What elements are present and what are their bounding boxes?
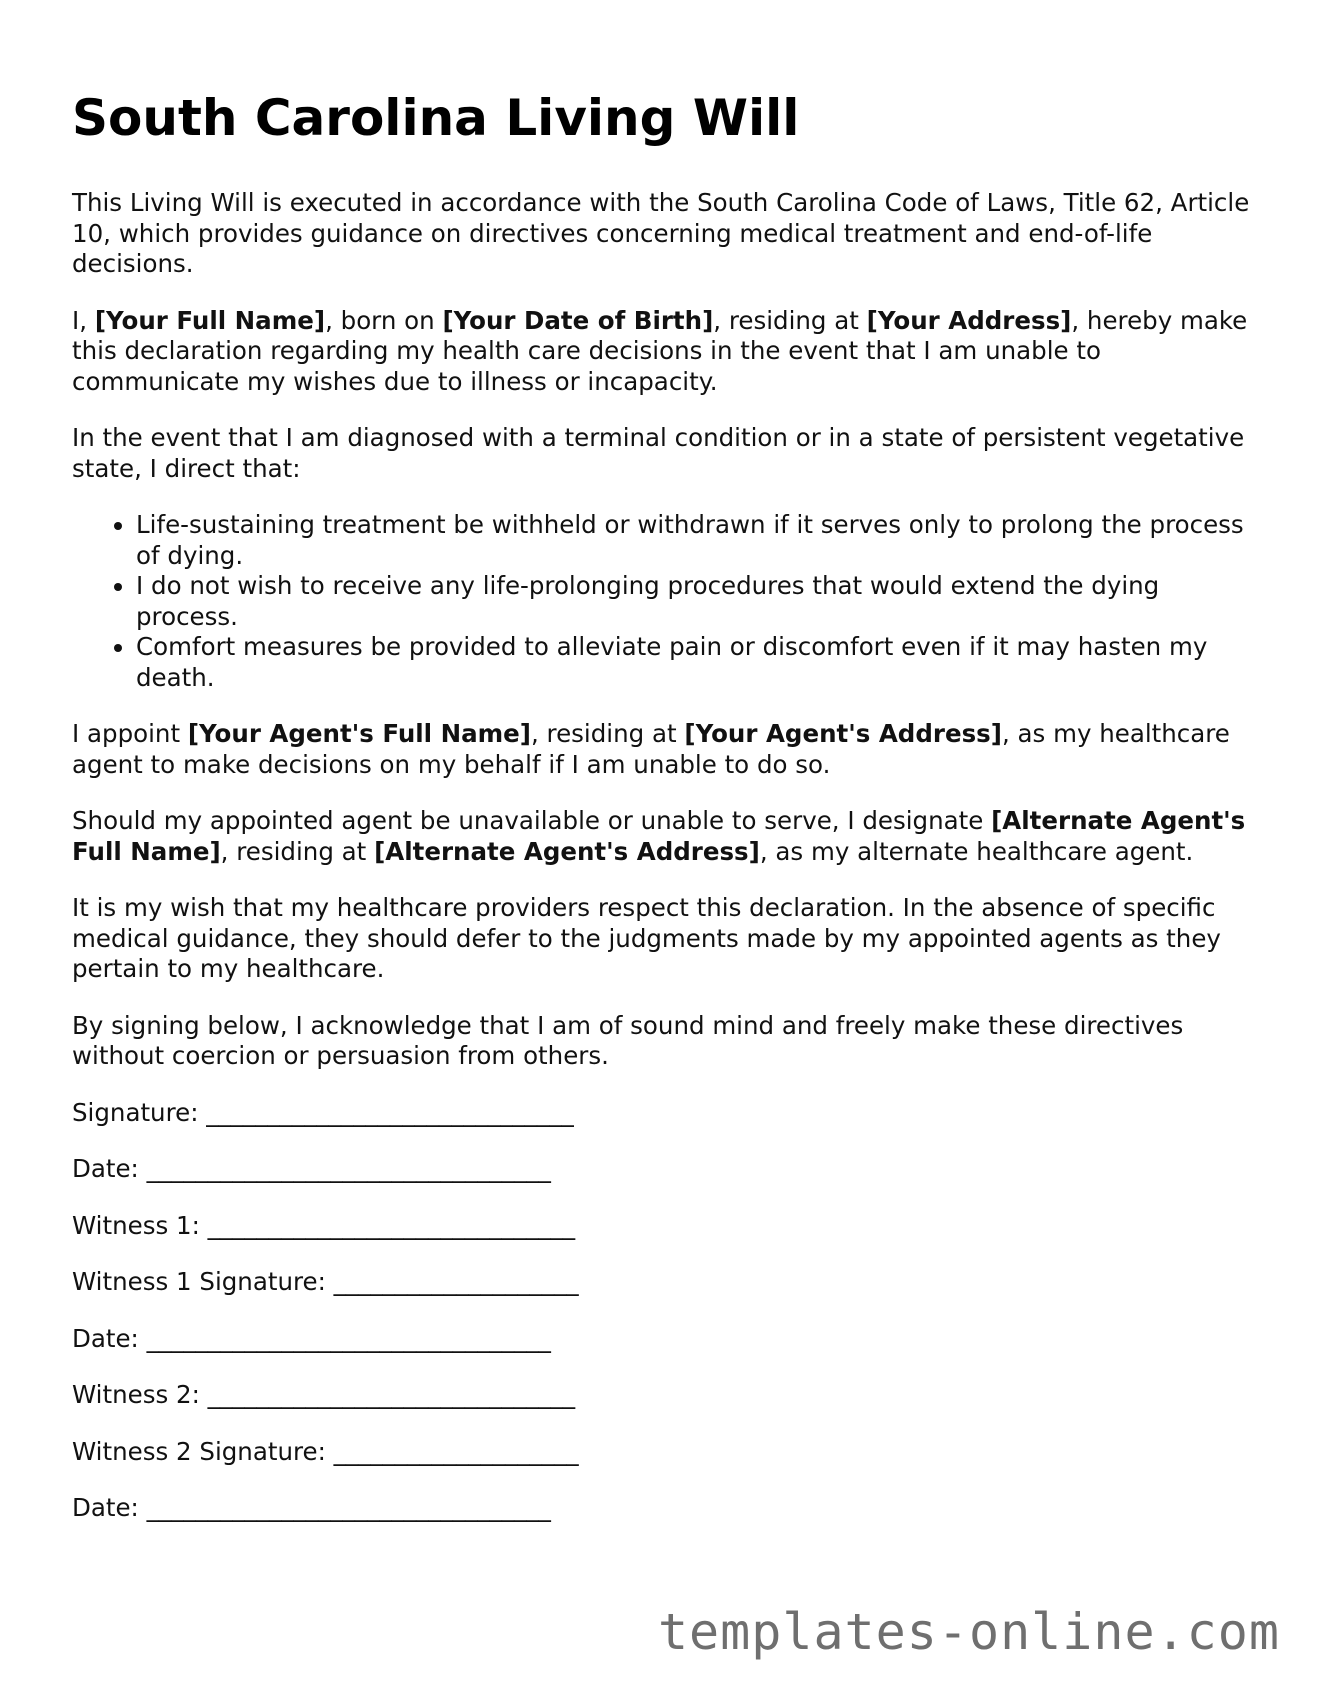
document-title: South Carolina Living Will [72,89,800,147]
address-placeholder: [Your Address] [866,305,1072,335]
agent-address-placeholder: [Your Agent's Address] [684,719,1002,748]
list-item: • I do not wish to receive any life-prolonging procedures that would extend the dying process. [136,571,1252,632]
witness-2-signature-line[interactable]: Witness 2 Signature: ____________________ [72,1436,579,1466]
agent-paragraph [72,719,1252,780]
alternate-residing-text: , residing at [220,836,375,866]
witness-1-date-line[interactable]: Date: _________________________________ [72,1323,551,1353]
alternate-agent-paragraph [72,806,1252,867]
witness-2-date-line[interactable]: Date: _________________________________ [72,1493,551,1522]
alternate-suffix: , as my alternate healthcare agent. [759,836,1194,866]
alternate-address-placeholder: [Alternate Agent's Address] [374,836,760,866]
directives-list [72,510,1252,693]
footer-watermark: templates-online.com [657,1603,1280,1661]
born-text: , born on [325,305,443,335]
agent-residing-text: , residing at [530,719,685,748]
agent-suffix: , as my healthcare agent to make decisions on my behalf if I am unable to do so. [72,719,1230,779]
list-item: • Comfort measures be provided to alleviate pain or discomfort even if it may hasten my death. [136,632,1252,693]
intro-paragraph: This Living Will is executed in accordance with the South Carolina Code of Laws, Title 62, Article 10, which provides guidance on directives concerning medical treatment and end-of-life decisions. [72,188,1250,278]
agent-prefix: I appoint [72,719,188,748]
date-line[interactable]: Date: _________________________________ [72,1154,551,1183]
residing-text: , residing at [713,305,867,335]
full-name-placeholder: [Your Full Name] [94,305,326,335]
declaration-suffix: , hereby make this declaration regarding my health care decisions in the event that I am unable to communicate my wishes due to illness or incapacity. [72,305,1248,396]
dob-placeholder: [Your Date of Birth] [442,305,714,335]
declaration-paragraph [72,306,1252,398]
witness-1-line[interactable]: Witness 1: ______________________________ [72,1210,576,1240]
witness-1-signature-line[interactable]: Witness 1 Signature: ____________________ [72,1267,579,1296]
document-page [72,88,1252,1550]
condition-intro: In the event that I am diagnosed with a terminal condition or in a state of persistent vegetative state, I direct that: [72,423,1245,483]
alternate-prefix: Should my appointed agent be unavailable or unable to serve, I designate [72,806,992,835]
acknowledgment-paragraph: By signing below, I acknowledge that I am of sound mind and freely make these directives without coercion or persuasion from others. [72,1010,1184,1070]
list-item: • Life-sustaining treatment be withheld or withdrawn if it serves only to prolong the process of dying. [136,510,1252,571]
declaration-prefix: I, [72,305,95,335]
wish-paragraph: It is my wish that my healthcare providers respect this declaration. In the absence of specific medical guidance, they should defer to the judgments made by my appointed agents as they pertain to my healthcare. [72,893,1221,983]
agent-name-placeholder: [Your Agent's Full Name] [187,719,531,748]
alternate-name-placeholder: [Alternate Agent's Full Name] [72,806,1246,866]
signature-line[interactable]: Signature: ______________________________ [72,1097,574,1127]
witness-2-line[interactable]: Witness 2: ______________________________ [72,1380,576,1409]
